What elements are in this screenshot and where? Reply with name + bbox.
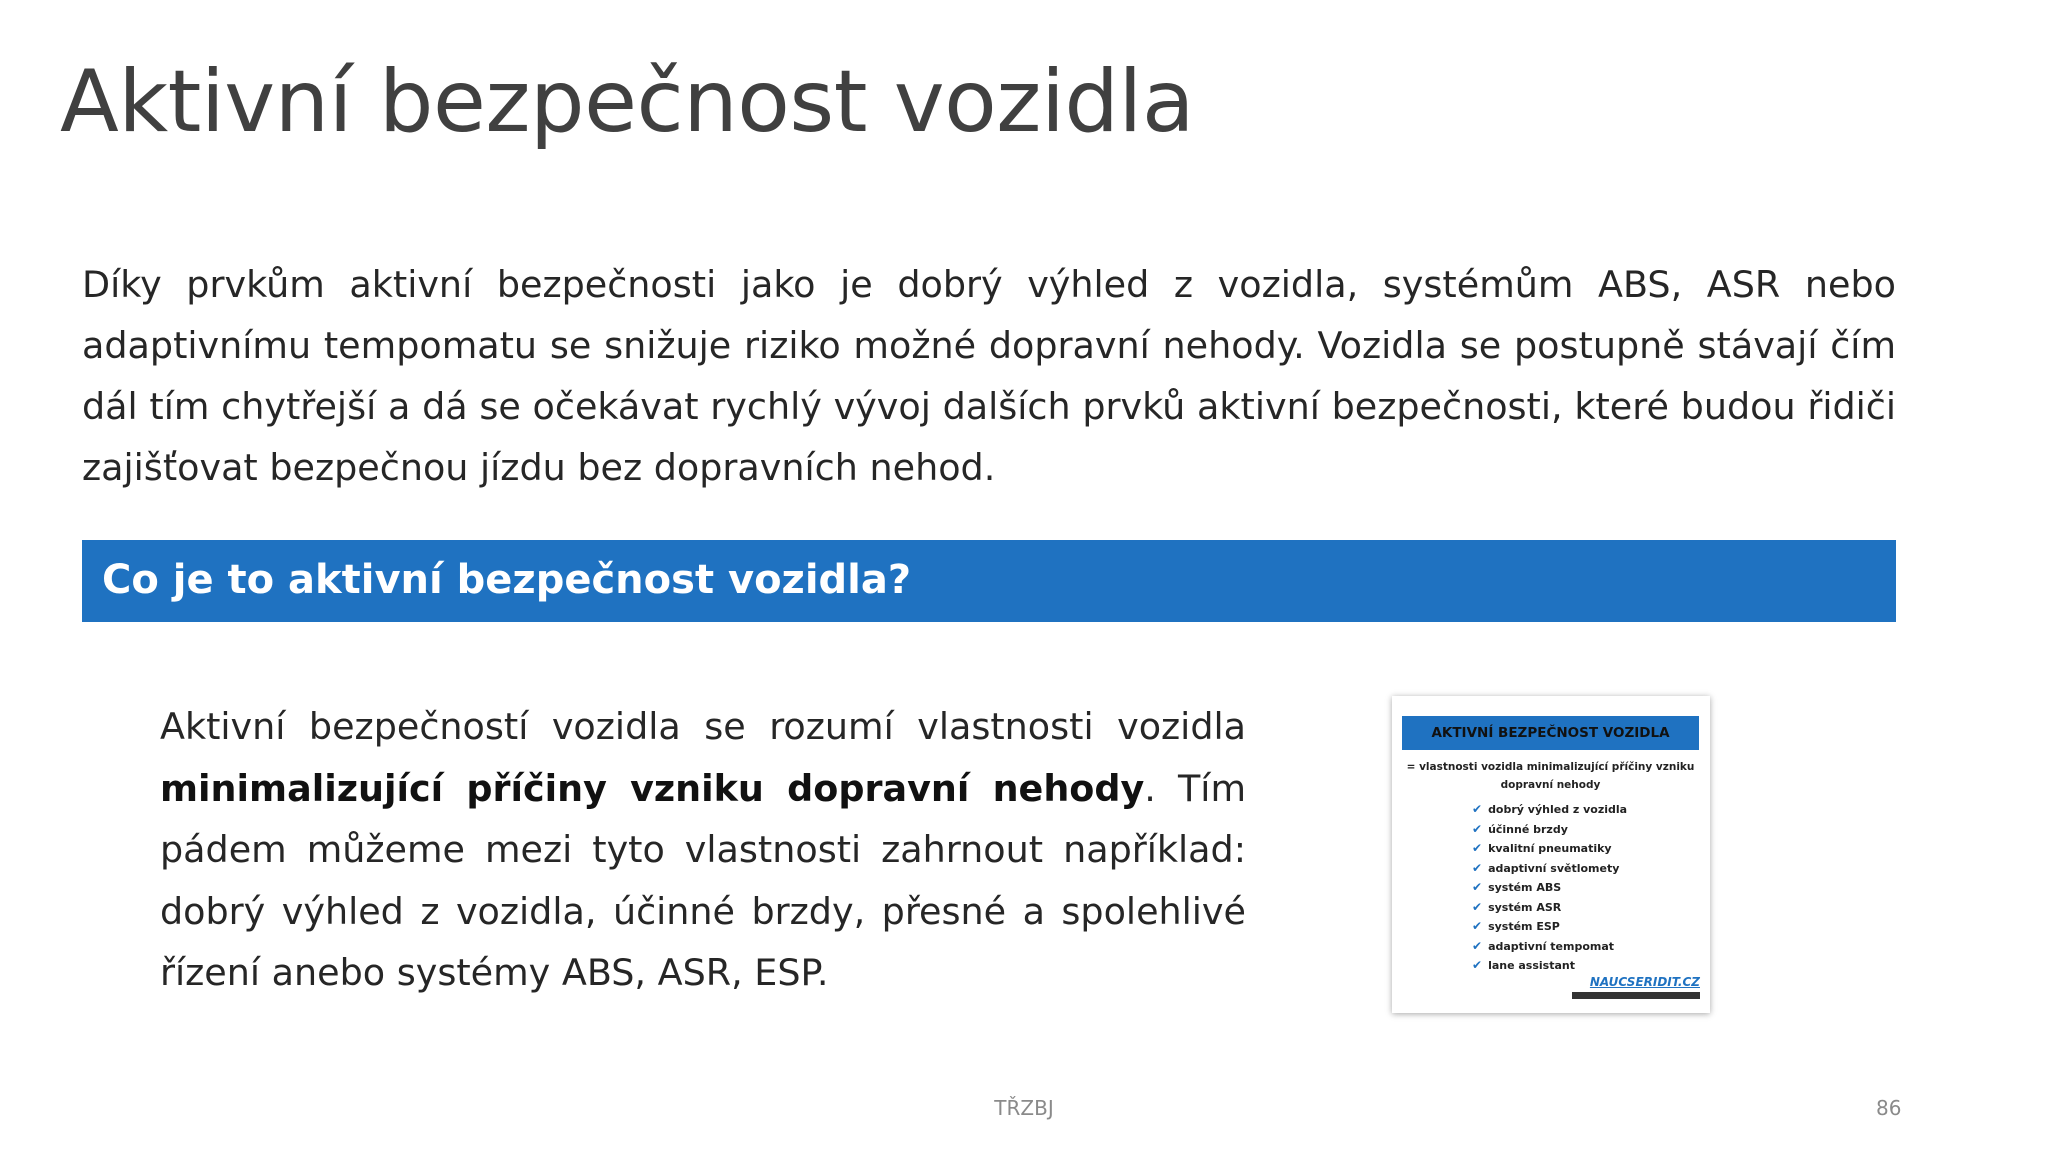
card-list-item-label: lane assistant	[1488, 959, 1575, 972]
check-icon: ✔	[1472, 880, 1483, 894]
card-list-item	[1472, 839, 1627, 859]
check-icon: ✔	[1472, 802, 1483, 816]
body-paragraph	[160, 696, 1246, 1004]
card-list-item-label: systém ASR	[1488, 900, 1562, 914]
card-logo: NAUCSERIDIT.CZ	[1589, 975, 1700, 989]
check-icon: ✔	[1472, 860, 1483, 875]
card-list-item	[1472, 878, 1627, 898]
card-intro: = vlastnosti vozidla minimalizující příčiny vzniku dopravní nehody	[1406, 761, 1695, 791]
card-list-item-label: účinné brzdy	[1488, 822, 1568, 836]
page-number: 86	[1876, 1096, 1902, 1120]
card-list-item	[1472, 917, 1627, 937]
card-list-item	[1472, 937, 1627, 957]
card-list-item	[1472, 820, 1627, 840]
card-logo-bar	[1572, 992, 1700, 999]
card-list	[1472, 800, 1627, 976]
card-list-item	[1472, 859, 1627, 879]
check-icon: ✔	[1472, 841, 1483, 855]
check-icon: ✔	[1472, 938, 1483, 953]
card-list-item-label: adaptivní tempomat	[1488, 939, 1615, 953]
card-list-item-label: dobrý výhled z vozidla	[1488, 803, 1628, 816]
card-list-item	[1472, 956, 1627, 976]
check-icon: ✔	[1472, 958, 1483, 972]
check-icon: ✔	[1472, 821, 1483, 836]
body-text-part1: Aktivní bezpečností vozidla se rozumí vlastnosti vozidla	[160, 705, 1246, 748]
card-list-item-label: systém ABS	[1488, 881, 1562, 894]
card-list-item	[1472, 800, 1627, 820]
footer-label: TŘZBJ	[994, 1096, 1054, 1120]
card-list-item-label: kvalitní pneumatiky	[1488, 842, 1612, 855]
page-title: Aktivní bezpečnost vozidla	[60, 52, 1195, 152]
summary-card-image	[1392, 696, 1710, 1013]
check-icon: ✔	[1472, 919, 1483, 933]
intro-paragraph: Díky prvkům aktivní bezpečnosti jako je dobrý výhled z vozidla, systémům ABS, ASR nebo adaptivnímu tempomatu se snižuje riziko možné dopravní nehody. Vozidla se postupně stávají čím dál tím chytřejší a dá se očekávat rychlý vývoj dalších prvků aktivní bezpečnosti, které budou řidiči zajišťovat bezpečnou jízdu bez dopravních nehod.	[82, 263, 1896, 489]
card-list-item	[1472, 898, 1627, 918]
body-text-bold: minimalizující příčiny vzniku dopravní nehody	[160, 766, 1145, 810]
section-heading: Co je to aktivní bezpečnost vozidla?	[102, 557, 912, 603]
body-text-part2: . Tím pádem můžeme mezi tyto vlastnosti zahrnout například: dobrý výhled z vozidla, účinné brzdy, přesné a spolehlivé řízení anebo systémy ABS, ASR, ESP.	[160, 766, 1246, 994]
card-header: AKTIVNÍ BEZPEČNOST VOZIDLA	[1402, 716, 1699, 750]
card-list-item-label: systém ESP	[1488, 920, 1560, 933]
card-list-item-label: adaptivní světlomety	[1488, 861, 1620, 875]
section-banner	[82, 540, 1896, 622]
check-icon: ✔	[1472, 899, 1483, 914]
